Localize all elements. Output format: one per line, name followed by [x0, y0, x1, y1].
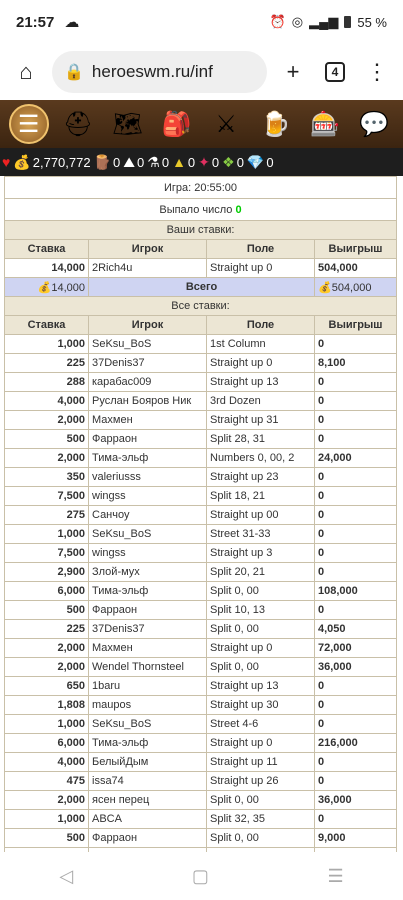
header-bet: Ставка: [5, 316, 89, 335]
battery-icon: [344, 16, 351, 28]
all-bets-title: Все ставки:: [5, 297, 397, 316]
gold-icon: 💰: [13, 153, 31, 170]
back-icon[interactable]: ◁: [59, 865, 74, 886]
bet-cell: 2,900: [5, 563, 89, 582]
more-menu-icon[interactable]: ⋮: [366, 59, 388, 84]
win-cell: 0: [315, 810, 397, 829]
win-cell: 0: [315, 696, 397, 715]
field-cell: Street 31-33: [207, 525, 315, 544]
bet-cell: 7,500: [5, 487, 89, 506]
res-7: [247, 154, 274, 171]
bet-cell: 14,000: [5, 259, 89, 278]
field-cell: Straight up 0: [207, 734, 315, 753]
win-cell: 4,050: [315, 620, 397, 639]
total-bet: 14,000: [51, 281, 85, 294]
win-cell: 0: [315, 487, 397, 506]
win-cell: 0: [315, 506, 397, 525]
total-win: 504,000: [331, 281, 372, 294]
battery-level: 55 %: [357, 14, 387, 30]
player-link[interactable]: Тима-эльф: [89, 582, 207, 601]
lock-icon: 🔒: [64, 64, 84, 81]
alarm-icon: ⏰: [269, 14, 286, 29]
player-link[interactable]: БелыйДым: [89, 753, 207, 772]
bet-cell: 288: [5, 373, 89, 392]
your-bets-title: Ваши ставки:: [5, 221, 397, 240]
win-cell: 8,100: [315, 354, 397, 373]
field-cell: Split 20, 21: [207, 563, 315, 582]
bet-cell: 2,000: [5, 658, 89, 677]
roulette-icon[interactable]: 🎰: [309, 110, 340, 138]
header-bet: Ставка: [5, 240, 89, 259]
bet-cell: 2,000: [5, 791, 89, 810]
dropped-label: Выпало число: [159, 203, 233, 216]
player-link[interactable]: Злой-мух: [89, 563, 207, 582]
player-link[interactable]: valeriusss: [89, 468, 207, 487]
player-link[interactable]: Руслан Бояров Ник: [89, 392, 207, 411]
table-row: [5, 525, 397, 544]
win-cell: 216,000: [315, 734, 397, 753]
table-row: [5, 544, 397, 563]
win-cell: 108,000: [315, 582, 397, 601]
win-cell: 72,000: [315, 639, 397, 658]
bet-cell: 275: [5, 506, 89, 525]
table-row: [5, 639, 397, 658]
total-label: Всего: [89, 278, 315, 297]
win-cell: 0: [315, 772, 397, 791]
bet-cell: 2,000: [5, 411, 89, 430]
field-cell: Straight up 11: [207, 753, 315, 772]
table-row: [5, 658, 397, 677]
res-4: [172, 154, 195, 170]
bet-cell: 6,000: [5, 734, 89, 753]
status-icons: [270, 14, 387, 30]
table-row: [5, 430, 397, 449]
wood-value: 0: [113, 154, 121, 170]
win-cell: 24,000: [315, 449, 397, 468]
field-cell: Straight up 31: [207, 411, 315, 430]
win-cell: 36,000: [315, 658, 397, 677]
field-cell: 3rd Dozen: [207, 392, 315, 411]
player-link[interactable]: ABCA: [89, 810, 207, 829]
win-cell: 0: [315, 715, 397, 734]
home-button-icon[interactable]: ▢: [191, 865, 209, 886]
system-nav-bar: [0, 852, 403, 900]
table-row: [5, 734, 397, 753]
table-row: [5, 449, 397, 468]
player-link[interactable]: maupos: [89, 696, 207, 715]
table-row: [5, 506, 397, 525]
table-row: [5, 487, 397, 506]
field-cell: Straight up 13: [207, 373, 315, 392]
field-cell: Straight up 26: [207, 772, 315, 791]
header-win: Выигрыш: [315, 240, 397, 259]
menu-icon[interactable]: ☰: [9, 104, 49, 144]
bet-cell: 500: [5, 829, 89, 848]
field-cell: Straight up 30: [207, 696, 315, 715]
map-icon[interactable]: 🗺: [112, 110, 143, 138]
win-cell: 0: [315, 335, 397, 354]
field-cell: Straight up 0: [207, 639, 315, 658]
table-row: [5, 810, 397, 829]
table-row: [5, 677, 397, 696]
field-cell: 1st Column: [207, 335, 315, 354]
player-link[interactable]: 2Rich4u: [89, 259, 207, 278]
player-link[interactable]: 37Denis37: [89, 354, 207, 373]
field-cell: Numbers 0, 00, 2: [207, 449, 315, 468]
gems-value: 0: [236, 154, 244, 170]
status-time: 21:57: [16, 13, 55, 31]
field-cell: Split 0, 00: [207, 582, 315, 601]
table-row: [5, 468, 397, 487]
win-cell: 0: [315, 677, 397, 696]
mercury-value: 0: [161, 154, 170, 170]
gold-icon: 💰: [318, 281, 332, 294]
player-link[interactable]: Махмен: [89, 411, 207, 430]
bet-cell: 650: [5, 677, 89, 696]
new-tab-icon[interactable]: +: [286, 59, 300, 84]
bet-cell: 1,808: [5, 696, 89, 715]
table-row: [5, 715, 397, 734]
bet-cell: 350: [5, 468, 89, 487]
tab-count: 4: [325, 62, 345, 82]
field-cell: Split 32, 35: [207, 810, 315, 829]
table-row: [5, 373, 397, 392]
res-3: [147, 154, 169, 171]
bet-cell: 2,000: [5, 449, 89, 468]
crystal-icon: ✦: [198, 153, 210, 170]
win-cell: 0: [315, 563, 397, 582]
win-cell: 36,000: [315, 791, 397, 810]
address-bar[interactable]: [52, 51, 267, 93]
your-bets-header: [5, 240, 397, 259]
bag-icon[interactable]: 🎒: [161, 110, 192, 138]
table-row: [5, 582, 397, 601]
table-row: [5, 753, 397, 772]
gems-icon: ❖: [222, 153, 235, 170]
bet-cell: 225: [5, 620, 89, 639]
resource-bar: [0, 148, 403, 176]
player-link[interactable]: Wendel Thornsteel: [89, 658, 207, 677]
field-cell: Straight up 0: [207, 259, 315, 278]
win-cell: 0: [315, 411, 397, 430]
your-bet-row: [5, 259, 397, 278]
res-6: [222, 154, 244, 171]
res-2: [123, 154, 144, 171]
helmet-icon[interactable]: ⛑: [62, 110, 94, 138]
cloud-icon: ☁: [64, 14, 80, 31]
field-cell: Split 0, 00: [207, 791, 315, 810]
ore-icon: ⛰: [123, 153, 136, 170]
player-link[interactable]: Тима-эльф: [89, 734, 207, 753]
header-field: Поле: [207, 240, 315, 259]
bet-cell: 500: [5, 601, 89, 620]
res-5: [198, 154, 219, 171]
field-cell: Split 0, 00: [207, 829, 315, 848]
swords-icon[interactable]: ⚔: [215, 110, 237, 138]
tab-switcher-button[interactable]: [319, 56, 351, 88]
diamond-icon: 💎: [246, 153, 265, 170]
player-link[interactable]: SeKsu_BoS: [89, 715, 207, 734]
field-cell: Split 10, 13: [207, 601, 315, 620]
bet-cell: 7,500: [5, 544, 89, 563]
total-row: [5, 278, 397, 297]
table-row: [5, 354, 397, 373]
bet-cell: 475: [5, 772, 89, 791]
table-row: [5, 392, 397, 411]
total-bet-cell: [5, 278, 89, 297]
header-win: Выигрыш: [315, 316, 397, 335]
table-row: [5, 411, 397, 430]
gold-value: 2,770,772: [32, 154, 91, 170]
win-cell: 0: [315, 392, 397, 411]
field-cell: Straight up 23: [207, 468, 315, 487]
player-link[interactable]: Фарраон: [89, 829, 207, 848]
bet-cell: 4,000: [5, 392, 89, 411]
tavern-icon[interactable]: 🍺: [260, 110, 291, 138]
table-row: [5, 696, 397, 715]
field-cell: Split 0, 00: [207, 620, 315, 639]
win-cell: 0: [315, 601, 397, 620]
bet-cell: 1,000: [5, 525, 89, 544]
win-cell: 0: [315, 753, 397, 772]
player-link[interactable]: Фарраон: [89, 430, 207, 449]
player-link[interactable]: Фарраон: [89, 601, 207, 620]
home-icon[interactable]: ⌂: [19, 59, 33, 84]
player-link[interactable]: SeKsu_BoS: [89, 525, 207, 544]
field-cell: Street 4-6: [207, 715, 315, 734]
all-bets-header: [5, 316, 397, 335]
recents-icon[interactable]: ☰: [327, 865, 344, 886]
win-cell: 0: [315, 373, 397, 392]
res-0: [13, 154, 90, 171]
field-cell: Split 18, 21: [207, 487, 315, 506]
hotspot-icon: ◎: [291, 14, 304, 29]
res-1: [94, 154, 121, 171]
win-cell: 0: [315, 468, 397, 487]
table-row: [5, 563, 397, 582]
bet-cell: 500: [5, 430, 89, 449]
roulette-results: [0, 176, 403, 852]
status-bar: [0, 0, 403, 44]
mercury-icon: ⚗: [147, 153, 160, 170]
field-cell: Straight up 0: [207, 354, 315, 373]
field-cell: Straight up 13: [207, 677, 315, 696]
field-cell: Split 0, 00: [207, 658, 315, 677]
player-link[interactable]: issa74: [89, 772, 207, 791]
bet-cell: 2,000: [5, 639, 89, 658]
bet-cell: 1,000: [5, 715, 89, 734]
header-field: Поле: [207, 316, 315, 335]
win-cell: 0: [315, 525, 397, 544]
wood-icon: 🪵: [93, 153, 112, 170]
dropped-number-row: [5, 199, 397, 221]
player-link[interactable]: 37Denis37: [89, 620, 207, 639]
field-cell: Split 28, 31: [207, 430, 315, 449]
header-player: Игрок: [89, 240, 207, 259]
bet-cell: 6,000: [5, 582, 89, 601]
browser-toolbar: [0, 44, 403, 100]
bet-cell: 1,000: [5, 810, 89, 829]
chat-icon[interactable]: 💬: [359, 110, 390, 138]
win-cell: 0: [315, 430, 397, 449]
sulfur-icon: ▲: [172, 154, 186, 170]
game-nav: [0, 100, 403, 148]
table-row: [5, 772, 397, 791]
win-cell: 0: [315, 544, 397, 563]
player-link[interactable]: SeKsu_BoS: [89, 335, 207, 354]
player-link[interactable]: Санчоу: [89, 506, 207, 525]
player-link[interactable]: 1baru: [89, 677, 207, 696]
player-link[interactable]: wingss: [89, 544, 207, 563]
table-row: [5, 829, 397, 848]
ore-value: 0: [137, 154, 145, 170]
results-table: [4, 176, 397, 867]
total-win-cell: [315, 278, 397, 297]
gold-icon: 💰: [37, 281, 52, 294]
sulfur-value: 0: [187, 154, 196, 170]
bet-cell: 225: [5, 354, 89, 373]
crystal-value: 0: [211, 154, 220, 170]
player-link[interactable]: Тима-эльф: [89, 449, 207, 468]
diamond-value: 0: [266, 154, 274, 170]
player-link[interactable]: карабас009: [89, 373, 207, 392]
player-link[interactable]: Махмен: [89, 639, 207, 658]
table-row: [5, 620, 397, 639]
win-cell: 9,000: [315, 829, 397, 848]
table-row: [5, 791, 397, 810]
table-row: [5, 601, 397, 620]
win-cell: 504,000: [315, 259, 397, 278]
signal-icon: ▂▄▆: [309, 14, 339, 29]
player-link[interactable]: wingss: [89, 487, 207, 506]
player-link[interactable]: ясен перец: [89, 791, 207, 810]
game-time: Игра: 20:55:00: [5, 177, 397, 199]
table-row: [5, 335, 397, 354]
health-icon: ♥: [2, 154, 11, 170]
bet-cell: 1,000: [5, 335, 89, 354]
url-text: heroeswm.ru/inf: [91, 62, 213, 81]
header-player: Игрок: [89, 316, 207, 335]
field-cell: Straight up 00: [207, 506, 315, 525]
field-cell: Straight up 3: [207, 544, 315, 563]
bet-cell: 4,000: [5, 753, 89, 772]
dropped-number: 0: [235, 203, 242, 216]
